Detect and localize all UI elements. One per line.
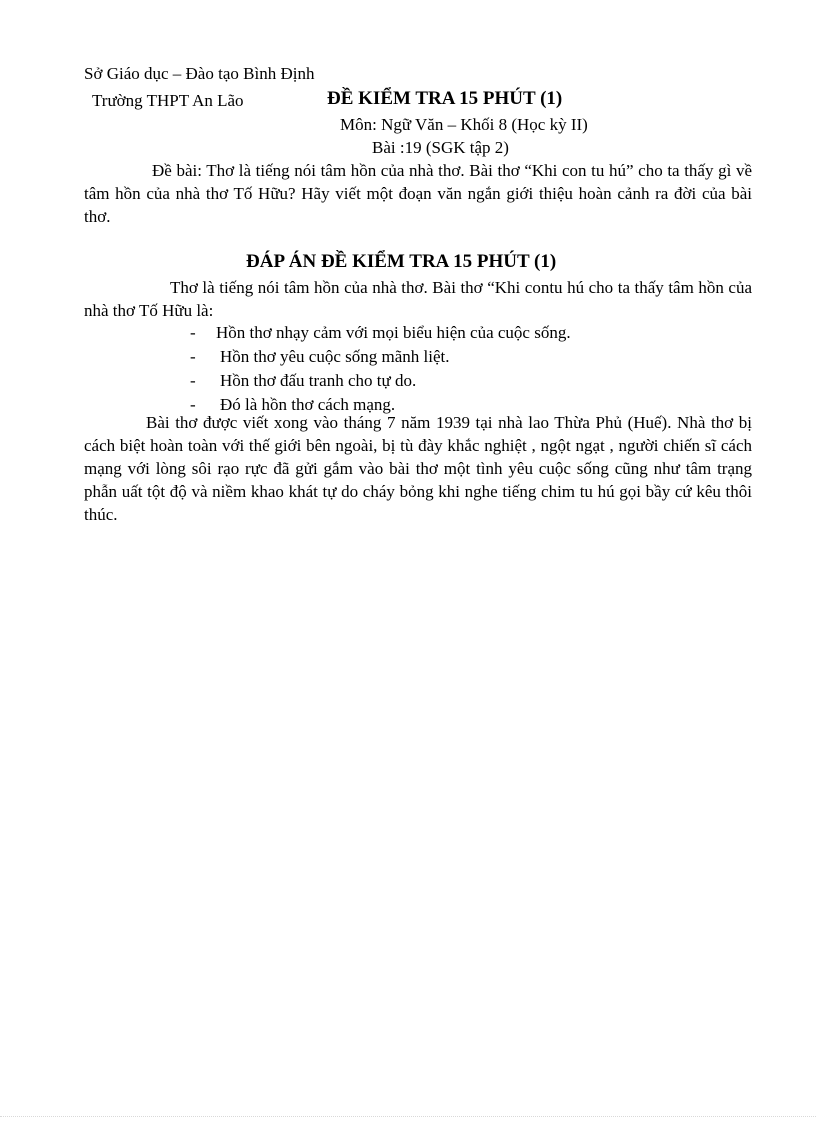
answer-title: ĐÁP ÁN ĐỀ KIỂM TRA 15 PHÚT (1) xyxy=(246,251,557,272)
page-bottom-divider xyxy=(0,1116,816,1117)
bullet-dash: - xyxy=(190,371,196,390)
bullet-dash: - xyxy=(190,395,196,414)
list-item xyxy=(190,345,571,369)
answer-point: Hồn thơ đấu tranh cho tự do. xyxy=(220,371,417,390)
question-text: Đề bài: Thơ là tiếng nói tâm hồn của nhà thơ. Bài thơ “Khi con tu hú” cho ta thấy gì về tâm hồn của nhà thơ Tố Hữu? Hãy viết một đoạn văn ngắn giới thiệu hoàn cảnh ra đời của bài thơ. xyxy=(84,161,752,226)
exam-title: ĐỀ KIỂM TRA 15 PHÚT (1) xyxy=(327,88,563,109)
answer-point: Đó là hồn thơ cách mạng. xyxy=(220,395,396,414)
list-item xyxy=(190,321,571,345)
bullet-dash: - xyxy=(190,323,196,342)
bullet-dash: - xyxy=(190,347,196,366)
answer-point: Hồn thơ nhạy cảm với mọi biểu hiện của cuộc sống. xyxy=(216,323,571,342)
answer-intro: Thơ là tiếng nói tâm hồn của nhà thơ. Bài thơ “Khi contu hú cho ta thấy tâm hồn của nhà thơ Tố Hữu là: xyxy=(84,278,752,320)
school-name: Trường THPT An Lão xyxy=(92,91,244,110)
answer-points-list xyxy=(190,321,571,417)
answer-point: Hồn thơ yêu cuộc sống mãnh liệt. xyxy=(220,347,450,366)
department-name: Sở Giáo dục – Đào tạo Bình Định xyxy=(84,64,315,83)
poem-context-paragraph: Bài thơ được viết xong vào tháng 7 năm 1939 tại nhà lao Thừa Phủ (Huế). Nhà thơ bị cách biệt hoàn toàn với thế giới bên ngoài, bị tù đày khắc nghiệt , ngột ngạt , người chiến sĩ cách mạng với lòng sôi rạo rực đã gửi gắm vào bài thơ một tình yêu cuộc sống cũng như tâm trạng phẫn uất tột độ và niềm khao khát tự do cháy bỏng khi nghe tiếng chim tu hú gọi bầy cứ kêu thôi thúc. xyxy=(84,413,752,524)
list-item xyxy=(190,369,571,393)
lesson-line: Bài :19 (SGK tập 2) xyxy=(372,138,509,157)
subject-line: Môn: Ngữ Văn – Khối 8 (Học kỳ II) xyxy=(340,115,588,134)
